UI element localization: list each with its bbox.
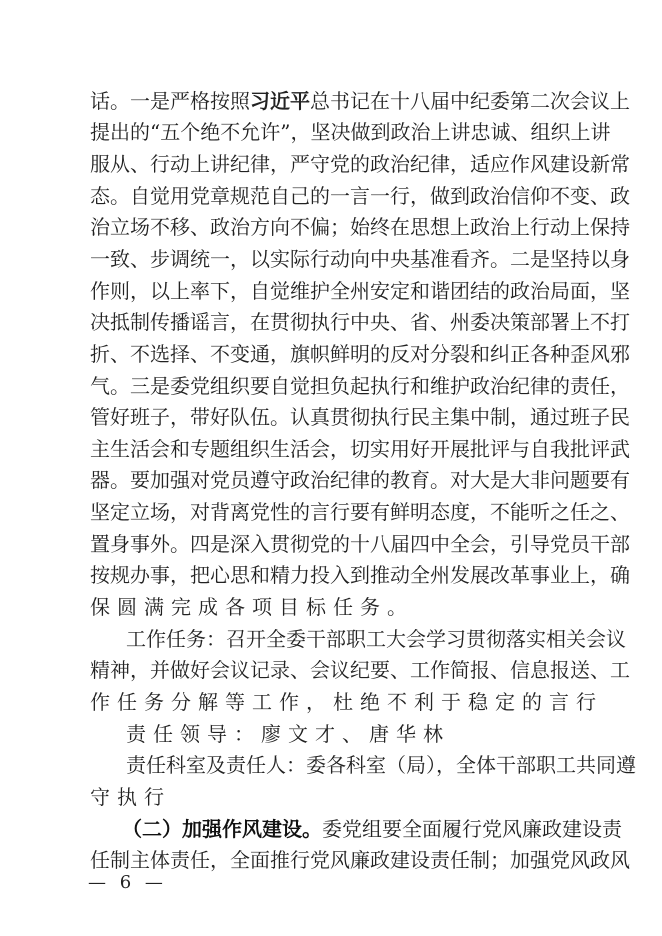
highlighted-name: 习近平	[250, 89, 310, 113]
text-segment: 委党组要全面履行党风廉政建设责	[322, 817, 622, 841]
text-line: 守执行	[90, 785, 171, 809]
text-line: 折、不选择、不变通，旗帜鲜明的反对分裂和纠正各种歪风邪	[90, 342, 630, 366]
text-line: 主生活会和专题组织生活会，切实用好开展批评与自我批评武	[90, 437, 630, 461]
text-line: 保圆满完成各项目标任务。	[90, 595, 414, 619]
responsible-leader-line: 责任领导：廖文才、唐华林	[126, 722, 450, 746]
text-line: 一致、步调统一，以实际行动向中央基准看齐。二是坚持以身	[90, 247, 630, 271]
text-segment: 总书记在十八届中纪委第二次会议上	[310, 89, 630, 113]
work-task-line: 工作任务：召开全委干部职工大会学习贯彻落实相关会议	[126, 627, 626, 651]
page-number: — 6 —	[88, 872, 167, 893]
text-line: 作任务分解等工作，杜绝不利于稳定的言行	[90, 690, 603, 714]
text-line: 决抵制传播谣言，在贯彻执行中央、省、州委决策部署上不打	[90, 310, 630, 334]
text-line: 作则，以上率下，自觉维护全州安定和谐团结的政治局面，坚	[90, 279, 630, 303]
section-heading: （二）加强作风建设。	[122, 817, 322, 841]
text-line: 态。自觉用党章规范自己的一言一行，做到政治信仰不变、政	[90, 184, 630, 208]
text-line: 坚定立场，对背离党性的言行要有鲜明态度，不能听之任之、	[90, 500, 630, 524]
text-line: 提出的“五个绝不允许”，坚决做到政治上讲忠诚、组织上讲	[90, 120, 611, 144]
text-line: 按规办事，把心思和精力投入到推动全州发展改革事业上，确	[90, 563, 630, 587]
responsible-department-line: 责任科室及责任人：委各科室（局），全体干部职工共同遵	[126, 753, 636, 777]
text-line: 管好班子，带好队伍。认真贯彻执行民主集中制，通过班子民	[90, 405, 630, 429]
text-segment: 话。一是严格按照	[90, 89, 250, 113]
text-line: 器。要加强对党员遵守政治纪律的教育。对大是大非问题要有	[90, 468, 630, 492]
section-heading-line	[122, 817, 622, 841]
text-line: 精神，并做好会议记录、会议纪要、工作简报、信息报送、工	[90, 658, 630, 682]
text-line: 任制主体责任，全面推行党风廉政建设责任制；加强党风政风	[90, 848, 630, 872]
text-line: 治立场不移、政治方向不偏；始终在思想上政治上行动上保持	[90, 215, 630, 239]
text-line: 服从、行动上讲纪律，严守党的政治纪律，适应作风建设新常	[90, 152, 630, 176]
text-line	[90, 89, 630, 113]
text-line: 气。三是委党组织要自觉担负起执行和维护政治纪律的责任，	[90, 374, 630, 398]
text-line: 置身事外。四是深入贯彻党的十八届四中全会，引导党员干部	[90, 532, 630, 556]
